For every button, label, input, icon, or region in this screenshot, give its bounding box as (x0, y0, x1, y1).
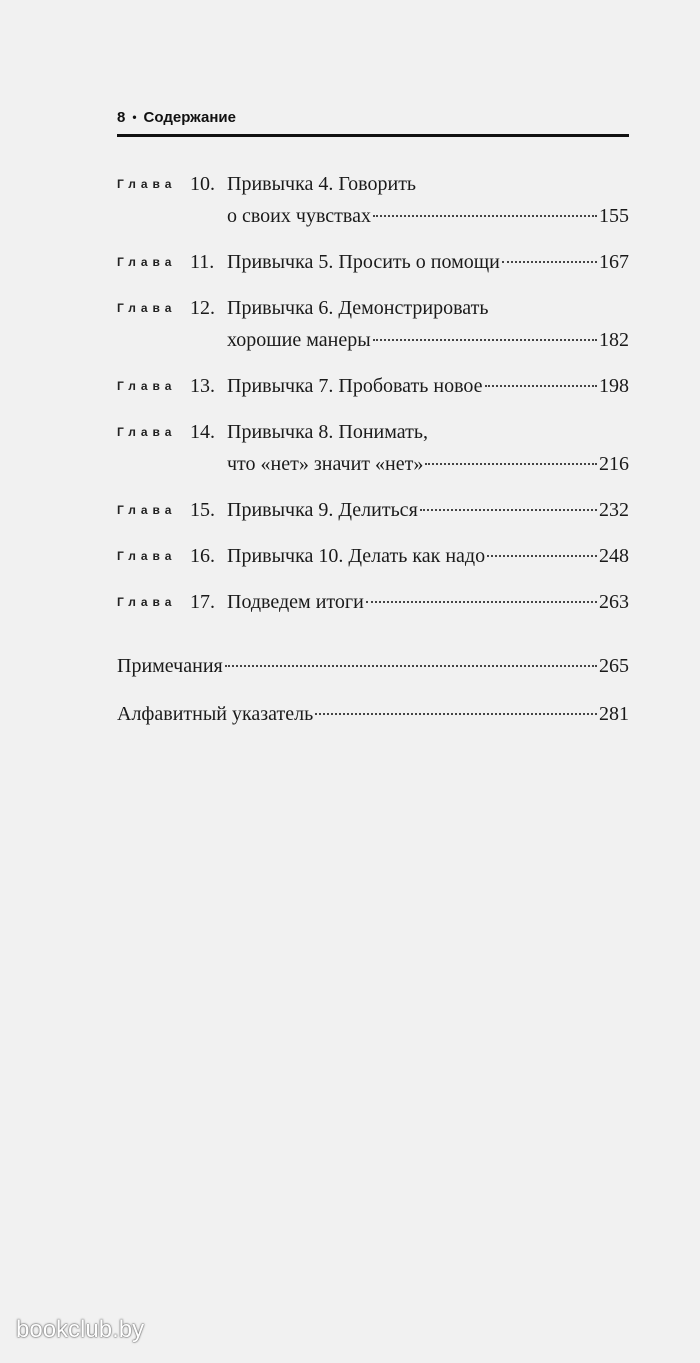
toc-entry-chapter-13[interactable] (117, 370, 629, 402)
chapter-title: Привычка 9. Делиться (227, 499, 418, 521)
chapter-label: Глава (117, 425, 177, 439)
page-ref: 167 (599, 251, 629, 273)
section-title: Содержание (143, 108, 236, 126)
dot-leader (485, 385, 597, 387)
page-ref: 263 (599, 591, 629, 613)
toc-entry-chapter-12[interactable] (117, 292, 629, 356)
chapter-title-line2: что «нет» значит «нет» (227, 453, 424, 475)
page-number: 8 (117, 108, 126, 126)
dot-leader (420, 509, 597, 511)
page-ref: 232 (599, 499, 629, 521)
dot-leader (373, 339, 597, 341)
dot-leader (225, 665, 597, 667)
chapter-label: Глава (117, 301, 177, 315)
dot-leader (366, 601, 597, 603)
dot-leader (373, 215, 597, 217)
watermark: bookclub.by (16, 1316, 145, 1343)
chapter-label: Глава (117, 595, 177, 609)
page-ref: 281 (599, 703, 629, 725)
table-of-contents (117, 168, 629, 632)
toc-entry-chapter-10[interactable] (117, 168, 629, 232)
page-ref: 248 (599, 545, 629, 567)
chapter-title-line2: хорошие манеры (227, 329, 371, 351)
chapter-title: Привычка 5. Просить о помощи (227, 251, 500, 273)
toc-entry-notes[interactable] (117, 655, 629, 687)
page-ref: 182 (599, 329, 629, 351)
chapter-number: 14. (190, 421, 215, 443)
chapter-title-line1: Привычка 8. Понимать, (227, 421, 428, 443)
chapter-title-line1: Привычка 6. Демонстрировать (227, 297, 489, 319)
page-ref: 265 (599, 655, 629, 677)
dot-leader (425, 463, 597, 465)
chapter-number: 11. (190, 251, 215, 273)
chapter-number: 10. (190, 173, 215, 195)
dot-leader (315, 713, 597, 715)
chapter-number: 17. (190, 591, 215, 613)
chapter-number: 12. (190, 297, 215, 319)
chapter-number: 15. (190, 499, 215, 521)
dot-leader (487, 555, 597, 557)
chapter-title-line2: о своих чувствах (227, 205, 371, 227)
running-header (117, 104, 629, 130)
chapter-title: Привычка 7. Пробовать новое (227, 375, 483, 397)
dot-leader (502, 261, 597, 263)
chapter-number: 13. (190, 375, 215, 397)
toc-entry-index[interactable] (117, 703, 629, 735)
page-ref: 155 (599, 205, 629, 227)
header-rule (117, 134, 629, 137)
chapter-title: Подведем итоги (227, 591, 364, 613)
toc-entry-chapter-15[interactable] (117, 494, 629, 526)
chapter-title-line1: Привычка 4. Говорить (227, 173, 417, 195)
chapter-label: Глава (117, 503, 177, 517)
chapter-title: Привычка 10. Делать как надо (227, 545, 486, 567)
toc-entry-chapter-11[interactable] (117, 246, 629, 278)
page-ref: 198 (599, 375, 629, 397)
chapter-label: Глава (117, 177, 177, 191)
header-bullet: • (132, 110, 137, 124)
toc-entry-chapter-17[interactable] (117, 586, 629, 618)
toc-entry-chapter-16[interactable] (117, 540, 629, 572)
chapter-number: 16. (190, 545, 215, 567)
page-ref: 216 (599, 453, 629, 475)
index-title: Алфавитный указатель (117, 703, 314, 725)
chapter-label: Глава (117, 549, 177, 563)
chapter-label: Глава (117, 379, 177, 393)
chapter-label: Глава (117, 255, 177, 269)
notes-title: Примечания (117, 655, 223, 677)
toc-entry-chapter-14[interactable] (117, 416, 629, 480)
